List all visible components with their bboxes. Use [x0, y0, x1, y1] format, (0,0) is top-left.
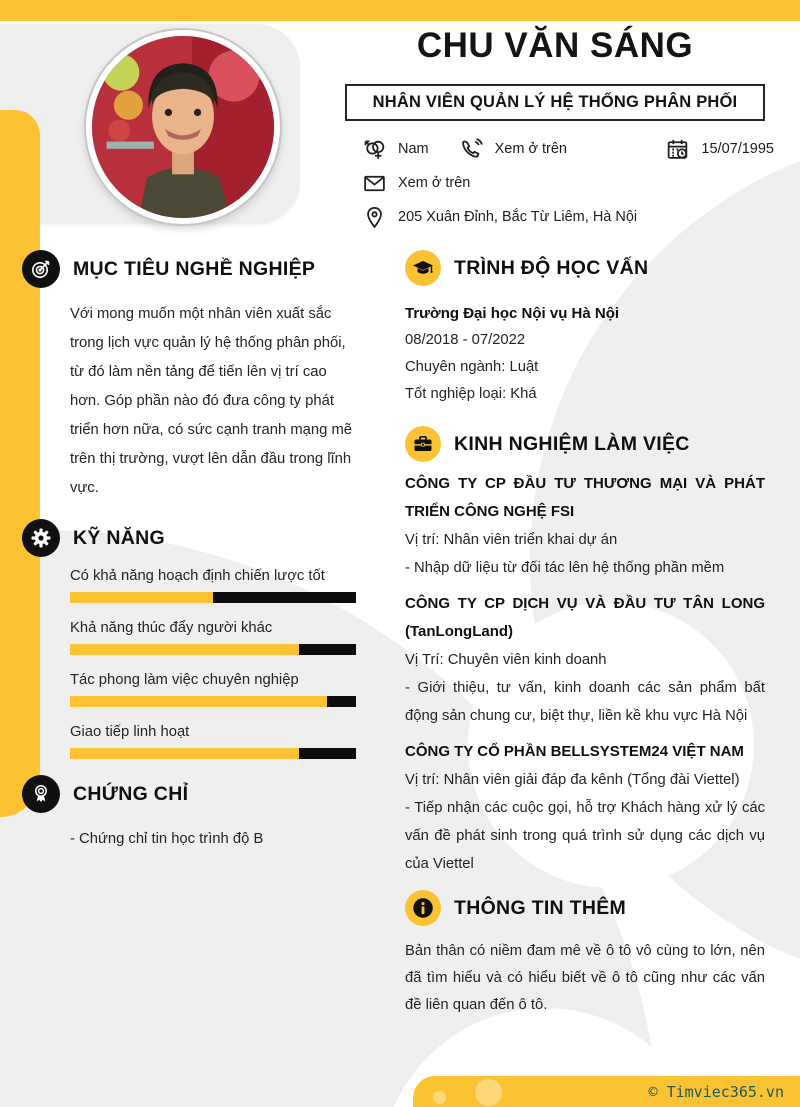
footer-bubble: [475, 1079, 502, 1106]
watermark-text: © Timviec365.vn: [648, 1082, 784, 1101]
skill-bar: [70, 748, 356, 759]
contact-row-1: [362, 132, 774, 166]
contact-birthday: [665, 137, 774, 162]
skill-bar-fill: [70, 592, 213, 603]
section-certificates-header: [22, 775, 360, 813]
section-education-header: [405, 250, 765, 286]
footer-bubble: [433, 1091, 446, 1104]
phone-value: Xem ở trên: [494, 141, 567, 157]
job-position: Vị Trí: Chuyên viên kinh doanh: [405, 652, 607, 668]
section-more-header: [405, 890, 765, 926]
skill-bar: [70, 592, 356, 603]
calendar-icon: [665, 137, 690, 162]
job-position: Vị trí: Nhân viên giải đáp đa kênh (Tổng đài Viettel): [405, 772, 740, 788]
left-column: [22, 250, 360, 851]
certificates-list: [70, 827, 360, 851]
address-value: 205 Xuân Đỉnh, Bắc Từ Liêm, Hà Nội: [398, 209, 638, 225]
section-more-title: THÔNG TIN THÊM: [454, 896, 627, 919]
experience-list: [405, 470, 765, 878]
experience-item: [405, 590, 765, 730]
section-experience-title: KINH NGHIỆM LÀM VIỆC: [454, 432, 690, 455]
job-company: CÔNG TY CP DỊCH VỤ VÀ ĐẦU TƯ TÂN LONG (TanLongLand): [405, 595, 765, 640]
job-detail: - Giới thiệu, tư vấn, kinh doanh các sản phẩm bất động sản chung cư, biệt thự, liền kề khu vực Hà Nội: [405, 680, 765, 724]
contact-row-3: [362, 200, 774, 234]
skill-bar-fill: [70, 696, 327, 707]
section-skills-title: KỸ NĂNG: [73, 526, 166, 549]
graduation-cap-icon: [405, 250, 441, 286]
skill-label: Có khả năng hoạch định chiến lược tốt: [70, 568, 325, 584]
phone-icon: [459, 137, 484, 162]
contact-phone: [459, 137, 567, 162]
education-grade: Tốt nghiệp loại: Khá: [405, 386, 537, 402]
birthday-value: 15/07/1995: [701, 141, 774, 157]
skill-bar: [70, 696, 356, 707]
location-icon: [362, 205, 387, 230]
section-objective-header: [22, 250, 360, 288]
skill-item: [70, 723, 356, 759]
section-experience-header: [405, 426, 765, 462]
job-company: CÔNG TY CP ĐẦU TƯ THƯƠNG MẠI VÀ PHÁT TRIỂN CÔNG NGHỆ FSI: [405, 475, 765, 520]
info-icon: [405, 890, 441, 926]
avatar: [86, 30, 280, 224]
top-accent-bar: [0, 0, 800, 21]
contact-email: [362, 171, 470, 196]
job-position: Vị trí: Nhân viên triển khai dự án: [405, 532, 618, 548]
gender-value: Nam: [398, 141, 429, 157]
gear-icon: [22, 519, 60, 557]
email-value: Xem ở trên: [398, 175, 471, 191]
briefcase-icon: [405, 426, 441, 462]
skills-list: [70, 567, 356, 759]
job-company: CÔNG TY CỔ PHẦN BELLSYSTEM24 VIỆT NAM: [405, 743, 744, 760]
certificate-item: - Chứng chỉ tin học trình độ B: [70, 831, 264, 847]
skill-item: [70, 619, 356, 655]
gender-icon: [362, 137, 387, 162]
skill-label: Tác phong làm việc chuyên nghiệp: [70, 672, 299, 688]
skill-item: [70, 671, 356, 707]
avatar-photo-placeholder: [92, 36, 274, 218]
section-education-title: TRÌNH ĐỘ HỌC VẤN: [454, 256, 649, 279]
skill-bar-fill: [70, 644, 299, 655]
education-major: Chuyên ngành: Luật: [405, 359, 539, 375]
target-icon: [22, 250, 60, 288]
experience-item: [405, 738, 765, 878]
job-detail: - Tiếp nhận các cuộc gọi, hỗ trợ Khách hàng xử lý các vấn đề phát sinh trong quá trình sử dụng các dịch vụ của Viettel: [405, 800, 765, 872]
skill-bar-fill: [70, 748, 299, 759]
skill-label: Khả năng thúc đẩy người khác: [70, 620, 273, 636]
skill-label: Giao tiếp linh hoạt: [70, 724, 190, 740]
email-icon: [362, 171, 387, 196]
job-title-box: NHÂN VIÊN QUẢN LÝ HỆ THỐNG PHÂN PHỐI: [345, 84, 765, 121]
section-certificates-title: CHỨNG CHỈ: [73, 782, 189, 805]
section-skills-header: [22, 519, 360, 557]
job-detail: - Nhập dữ liệu từ đối tác lên hệ thống phần mềm: [405, 560, 725, 576]
education-school: Trường Đại học Nội vụ Hà Nội: [405, 305, 620, 322]
medal-icon: [22, 775, 60, 813]
education-period: 08/2018 - 07/2022: [405, 332, 526, 348]
right-column: [405, 250, 765, 1019]
objective-text: Với mong muốn một nhân viên xuất sắc trong lịch vực quản lý hệ thống phân phối, từ đó làm nền tảng để tiến lên vị trí cao hơn. Góp phần nào đó đưa công ty phát triển hơn nữa, có sức cạnh tranh mạng mẽ trên thị trường, vượt lên dẫn đầu trong lĩnh vực.: [70, 306, 353, 496]
more-info-text: Bản thân có niềm đam mê về ô tô vô cùng to lớn, nên đã tìm hiểu và có hiểu biết về ô tô cũng như các vấn đề liên quan đến ô tô.: [405, 943, 765, 1013]
section-objective-title: MỤC TIÊU NGHỀ NGHIỆP: [73, 257, 316, 280]
footer-bar: [413, 1076, 800, 1107]
contact-address: [362, 205, 637, 230]
skill-item: [70, 567, 356, 603]
contact-block: [362, 132, 774, 234]
contact-row-2: [362, 166, 774, 200]
experience-item: [405, 470, 765, 582]
candidate-name: CHU VĂN SÁNG: [416, 26, 694, 65]
skill-bar: [70, 644, 356, 655]
contact-gender: [362, 137, 429, 162]
education-block: [405, 300, 765, 408]
